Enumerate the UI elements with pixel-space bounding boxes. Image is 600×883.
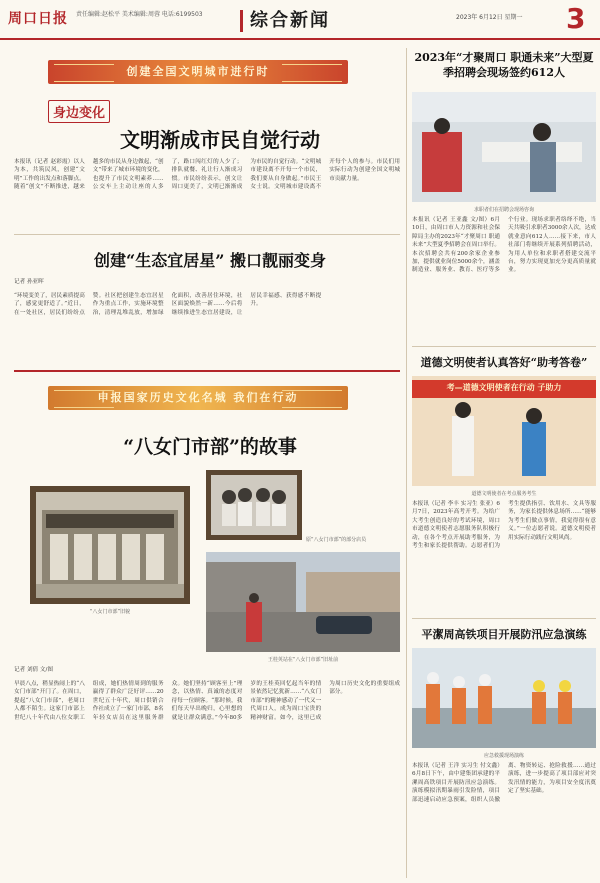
article5-headline: 道德文明使者认真答好“助考答卷” bbox=[420, 356, 588, 369]
section-divider bbox=[14, 370, 400, 372]
article1-body: 本报讯（记者 赵彩霞）以人为本，共筑民风，创建“文明”工作的出发点和落脚点。随着“创文”不断推进，越来越多的市民从身边做起，“创文”带来了城市环境的变化，也提升了市民文明素养……公交车上主动让座的人多了，路口闯红灯的人少了；排队就餐、礼让行人渐成习惯。市民纷纷表示，创文让周口更美了，文明已渐渐成为市民的自觉行动。“文明城市建设离不开每一个市民，我们要从自身做起。”市民王女士说。文明城市建设离不开每个人的参与。市民们用实际行动为创建全国文明城市贡献力量。 bbox=[14, 159, 400, 191]
civilized-city-banner bbox=[48, 60, 348, 84]
issue-date: 2023年 6月12日 星期一 bbox=[456, 14, 523, 21]
drill-photo bbox=[412, 648, 596, 748]
street-photo bbox=[206, 552, 400, 652]
newspaper-logo: 周口日报 bbox=[8, 11, 68, 27]
column-divider bbox=[406, 48, 407, 878]
street-scene-image bbox=[206, 552, 400, 652]
article5-body: 本报讯（记者 李丰 实习生 张亚）6月7日，2023年高考开考。为给广大考生创造良好的考试环境，周口市道德文明使者志愿服务队积极行动，在各个考点开展助考服务，为考生和家长提供帮助。志愿者们为考生提供指引、饮用水、文具等服务，为家长提供休息场所……“能够为考生们做点事情，我觉得很有意义。”一位志愿者说。道德文明使者用实际行动践行文明风尚。 bbox=[412, 501, 596, 550]
article3-byline: 记者 刘倩 文/图 bbox=[14, 667, 54, 673]
divider bbox=[412, 618, 596, 619]
job-fair-photo bbox=[412, 92, 596, 202]
volunteer-photo bbox=[412, 376, 596, 486]
article2-headline: 创建“生态宜居星” 搬口靓丽变身 bbox=[94, 251, 326, 270]
page-number: 3 bbox=[566, 2, 586, 35]
divider bbox=[14, 234, 400, 235]
masthead bbox=[0, 0, 600, 40]
article6-photo-caption: 应急救援现场演练 bbox=[483, 753, 524, 759]
heritage-banner-text: 申报国家历史文化名城 我们在行动 bbox=[97, 391, 299, 404]
article2-body: “环境变美了，居民素质提高了，感觉更舒适了。”近日，在一处社区，居民们纷纷点赞。社区把创建生态宜居星作为重点工作，实施环境整治，清理乱堆乱放，增加绿化面积，改善居住环境，社区面貌焕然一新……今后将继续推进生态宜居建设，让居民幸福感、获得感不断提升。 bbox=[14, 293, 322, 316]
storefront-photo bbox=[30, 486, 190, 604]
article4-body: 本报讯（记者 王亚鑫 文/图）6月10日，由周口市人力资源和社会保障局主办的2023年“才聚周口 职通未来”大型夏季招聘会在周口举行。本次招聘会共有200余家企业参加，提供就业岗位5000余个，涵盖制造业、服务业、教育、医疗等多个行业。现场求职者络绎不绝，当天共吸引求职者3000余人次，达成就业意向612人……接下来，市人社部门将继续开展系列招聘活动，为用人单位和求职者搭建交流平台，努力实现更加充分更高质量就业。 bbox=[412, 217, 596, 274]
photo3-caption: 王桂英站在“八女门市部”旧址前 bbox=[267, 657, 339, 663]
article5-photo-caption: 道德文明使者在考点服务考生 bbox=[471, 491, 537, 497]
divider bbox=[412, 346, 596, 347]
article3-headline: “八女门市部”的故事 bbox=[123, 436, 297, 458]
volunteer-banner-text: 考—道德文明使者在行动 子助力 bbox=[446, 383, 562, 392]
job-fair-image bbox=[412, 92, 596, 202]
heritage-banner bbox=[48, 386, 348, 410]
section-title: 综合新闻 bbox=[250, 10, 330, 31]
section-tag: 身边变化 bbox=[48, 100, 110, 123]
photo1-caption: “八女门市部”旧貌 bbox=[89, 609, 131, 615]
article1-headline: 文明渐成市民自觉行动 bbox=[120, 128, 320, 152]
article4-headline: 2023年“才聚周口 职通未来”大型夏季招聘会现场签约612人 bbox=[414, 51, 594, 79]
article4-photo-caption: 求职者们在招聘会现场咨询 bbox=[473, 207, 534, 213]
article2-byline: 记者 孙亚晖 bbox=[14, 279, 44, 285]
staff-portrait-image bbox=[211, 475, 297, 535]
editor-info: 责任编辑:赵松平 美术编辑:周蓉 电话:6199503 bbox=[76, 11, 203, 18]
staff-photo bbox=[206, 470, 302, 540]
section-title-bar bbox=[240, 10, 243, 32]
civilized-city-banner-text: 创建全国文明城市进行时 bbox=[126, 65, 270, 78]
article6-body: 本报讯（记者 王洋 实习生 付文鑫）6月8日下午，由中建集团承建的平漯周高铁项目开展防汛应急演练。演练模拟汛期暴雨引发险情，项目部迅速启动应急预案，组织人员撤离、物资转运、抢险救援……通过演练，进一步提高了项目部应对突发汛情的能力，为项目安全度汛奠定了坚实基础。 bbox=[412, 763, 596, 803]
photo2-caption: 原“八女门市部”的部分店员 bbox=[306, 537, 367, 543]
article6-headline: 平潔周高铁项目开展防汛应急演练 bbox=[421, 628, 587, 641]
flood-drill-image bbox=[412, 648, 596, 748]
old-storefront-image bbox=[36, 492, 184, 598]
article3-body: 早晨八点，稍显热闹上的“八女门市部”开门了。在周口，提起“八女门市部”，老周口人都不陌生。这家门市部上世纪八十年代由八位女职工组成，她们热情周到的服务赢得了群众广泛好评……20世纪五十年代，周口供销合作社成立了一家门市部，8名年轻女店员在这里服务群众。她们坚持“顾客至上”理念，以热情、真诚的态度对待每一位顾客。“那时候，我们每天早出晚归，心里想的就是让群众满意。”今年80多岁的王桂英回忆起当年的情景依然记忆犹新……“八女门市部”的精神感动了一代又一代周口人，成为周口宝贵的精神财富。如今，这里已成为周口历史文化的重要组成部分。 bbox=[14, 681, 400, 721]
